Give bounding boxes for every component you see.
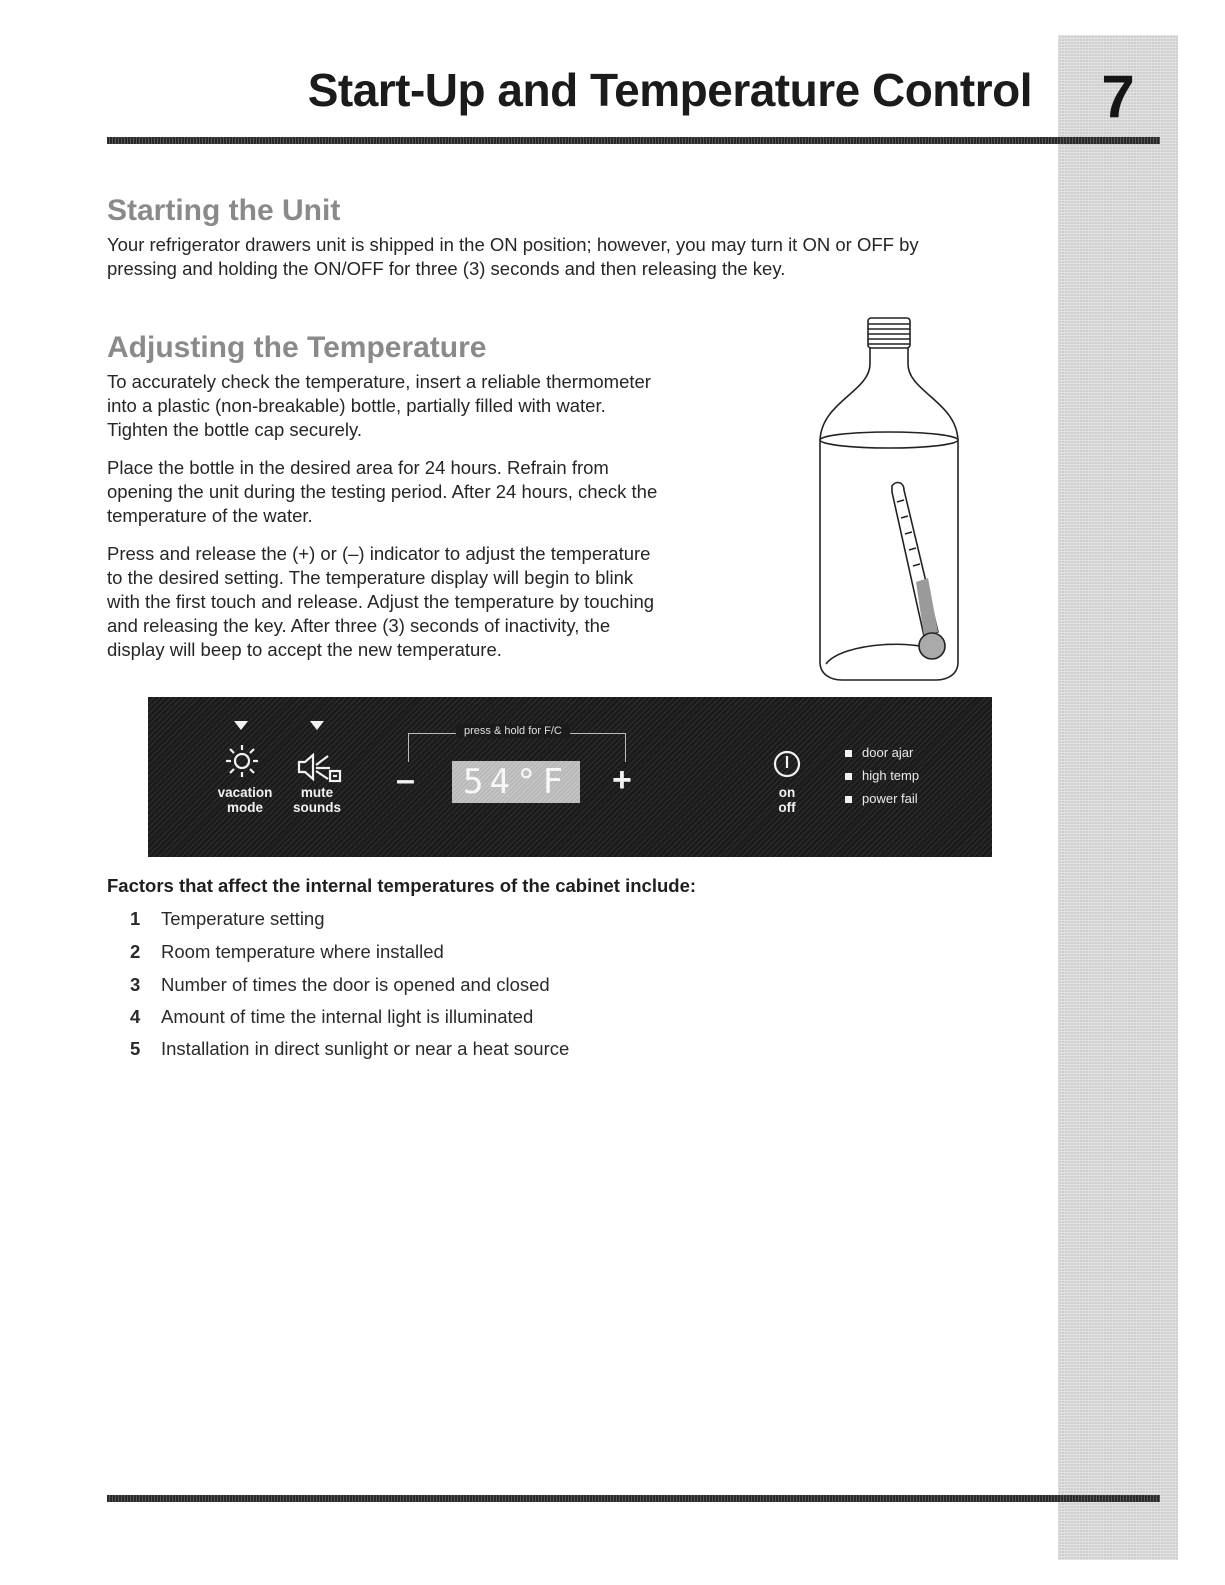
starting-line-2: pressing and holding the ON/OFF for three (3) seconds and then releasing the key. [107,258,786,279]
starting-heading: Starting the Unit [107,194,341,227]
factor-number: 3 [130,974,141,995]
temperature-display: 54°F [452,761,580,803]
status-dot-icon [845,750,852,757]
adjusting-p3-line: to the desired setting. The temperature display will begin to blink [107,567,634,588]
status-label: door ajar [862,745,914,760]
on-label: on [778,785,796,800]
adjusting-p1-line: into a plastic (non-breakable) bottle, partially filled with water. [107,395,606,416]
fc-hint-label: press & hold for F/C [456,724,570,738]
adjusting-p1-line: To accurately check the temperature, insert a reliable thermometer [107,371,651,392]
factor-text: Number of times the door is opened and closed [161,974,550,995]
factor-number: 1 [130,908,141,929]
header-rule [107,137,1160,144]
mute-speaker-icon[interactable] [296,753,342,783]
adjusting-p3-line: and releasing the key. After three (3) seconds of inactivity, the [107,615,611,636]
bottle-thermometer-illustration [812,312,964,688]
factor-text: Amount of time the internal light is illuminated [161,1006,534,1027]
starting-line-1: Your refrigerator drawers unit is shipped in the ON position; however, you may turn it ON or OFF by [107,234,919,255]
status-dot-icon [845,773,852,780]
temp-plus-button[interactable]: + [612,761,632,799]
page-number: 7 [1101,63,1135,130]
mute-sounds-button[interactable] [282,785,352,815]
factor-number: 5 [130,1038,141,1059]
adjusting-p2-line: opening the unit during the testing period. After 24 hours, check the [107,481,658,502]
temp-minus-button[interactable]: – [396,761,415,799]
adjusting-p3-line: Press and release the (+) or (–) indicator to adjust the temperature [107,543,651,564]
off-label: off [778,800,796,815]
factor-text: Temperature setting [161,908,325,929]
vacation-arrow-icon [234,721,248,730]
adjusting-heading: Adjusting the Temperature [107,331,487,364]
sounds-label: sounds [292,800,341,815]
mode-label: mode [226,800,263,815]
footer-rule [107,1495,1160,1502]
factors-title: Factors that affect the internal temperatures of the cabinet include: [107,875,697,896]
on-off-button[interactable] [766,785,808,815]
factor-text: Installation in direct sunlight or near a heat source [161,1038,570,1059]
adjusting-p2-line: temperature of the water. [107,505,313,526]
factor-number: 4 [130,1006,141,1027]
adjusting-p1-line: Tighten the bottle cap securely. [107,419,363,440]
factor-number: 2 [130,941,141,962]
control-panel [148,697,992,857]
adjusting-p3-line: with the first touch and release. Adjust the temperature by touching [107,591,655,612]
page-title: Start-Up and Temperature Control [307,64,1032,116]
status-dot-icon [845,796,852,803]
status-label: high temp [862,768,920,783]
status-label: power fail [862,791,918,806]
power-icon[interactable] [772,749,802,779]
adjusting-p3-line: display will beep to accept the new temperature. [107,639,502,660]
vacation-mode-button[interactable] [208,785,282,815]
sun-icon[interactable] [224,743,260,779]
mute-arrow-icon [310,721,324,730]
chapter-side-tab [1058,35,1178,1560]
mute-label: mute [300,785,334,800]
adjusting-p2-line: Place the bottle in the desired area for 24 hours. Refrain from [107,457,609,478]
vacation-label: vacation [217,785,273,800]
factor-text: Room temperature where installed [161,941,444,962]
